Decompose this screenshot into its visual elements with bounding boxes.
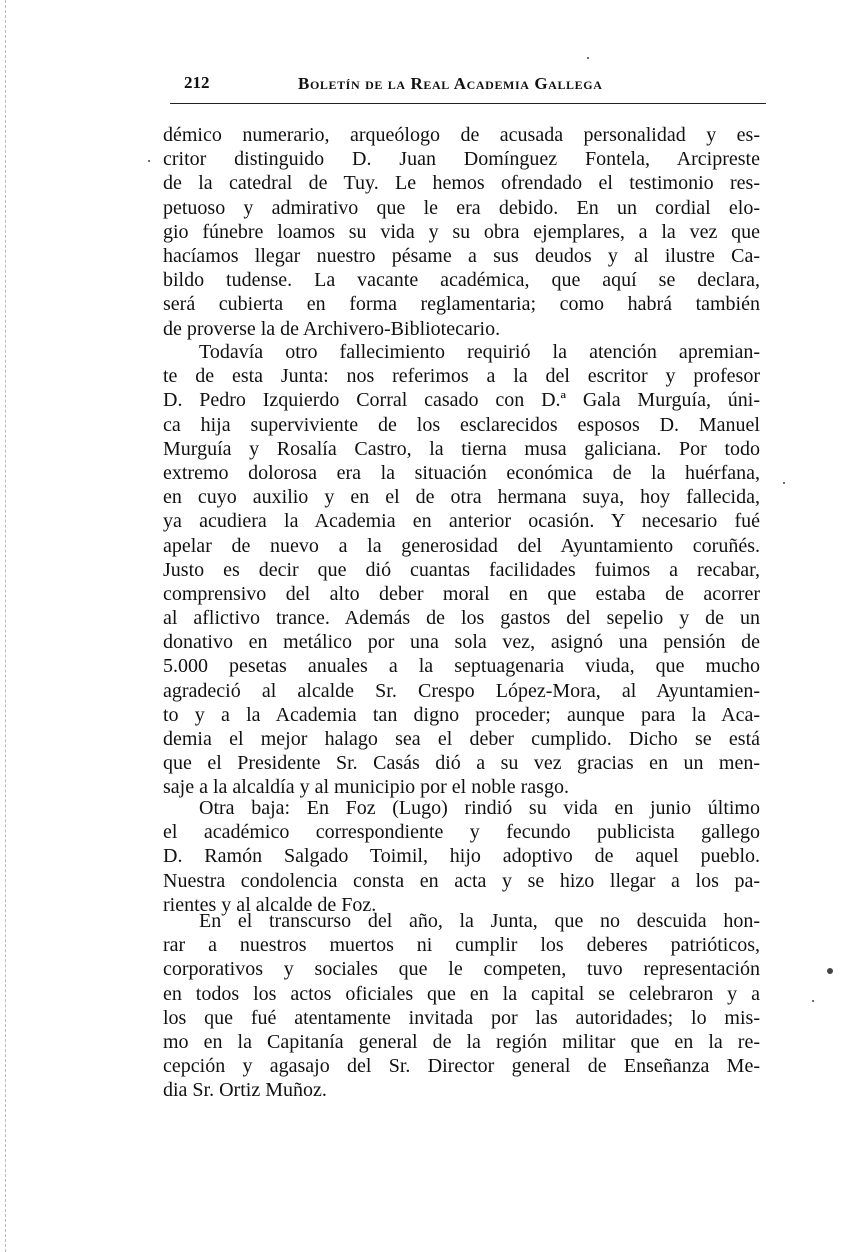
scan-speck — [587, 57, 589, 59]
paragraph-1 — [163, 123, 760, 341]
text-line: D. Ramón Salgado Toimil, hijo adoptivo de aquel pueblo. — [163, 845, 760, 868]
paragraph-3 — [163, 796, 760, 917]
text-line: corporativos y sociales que le competen, tuvo representación — [163, 958, 760, 981]
text-line: Nuestra condolencia consta en acta y se hizo llegar a los pa- — [163, 869, 760, 892]
scan-edge-line — [5, 0, 6, 1252]
text-line: de la catedral de Tuy. Le hemos ofrendado el testimonio res- — [163, 172, 760, 195]
text-line: critor distinguido D. Juan Domínguez Fontela, Arcipreste — [163, 148, 760, 171]
page-number: 212 — [184, 73, 210, 92]
text-line: en cuyo auxilio y en el de otra hermana suya, hoy fallecida, — [163, 486, 760, 509]
scan-speck — [148, 160, 150, 162]
text-line: gio fúnebre loamos su vida y su obra ejemplares, a la vez que — [163, 220, 760, 243]
text-line: al aflictivo trance. Además de los gastos del sepelio y de un — [163, 607, 760, 630]
text-line: Justo es decir que dió cuantas facilidades fuimos a recabar, — [163, 558, 760, 581]
text-line: extremo dolorosa era la situación económica de la huérfana, — [163, 461, 760, 484]
text-line: saje a la alcaldía y al municipio por el noble rasgo. — [163, 776, 569, 799]
text-line: Murguía y Rosalía Castro, la tierna musa galiciana. Por todo — [163, 437, 760, 460]
text-line: rientes y al alcalde de Foz. — [163, 893, 377, 916]
scan-speck — [827, 968, 833, 974]
text-line: hacíamos llegar nuestro pésame a sus deudos y al ilustre Ca- — [163, 244, 760, 267]
text-line: comprensivo del alto deber moral en que estaba de acorrer — [163, 582, 760, 605]
text-line: dia Sr. Ortiz Muñoz. — [163, 1079, 327, 1102]
text-line: que el Presidente Sr. Casás dió a su vez gracias en un men- — [163, 752, 760, 775]
text-line: cepción y agasajo del Sr. Director general de Enseñanza Me- — [163, 1055, 760, 1078]
text-line: 5.000 pesetas anuales a la septuagenaria viuda, que mucho — [163, 655, 760, 678]
text-line: será cubierta en forma reglamentaria; como habrá también — [163, 293, 760, 316]
text-line: agradeció al alcalde Sr. Crespo López-Mora, al Ayuntamien- — [163, 679, 760, 702]
text-line: los que fué atentamente invitada por las autoridades; lo mis- — [163, 1006, 760, 1029]
text-line: ca hija superviviente de los esclarecidos esposos D. Manuel — [163, 413, 760, 436]
paragraph-4 — [163, 909, 760, 1103]
text-line: donativo en metálico por una sola vez, asignó una pensión de — [163, 631, 760, 654]
paragraph-2 — [163, 340, 760, 800]
text-line: apelar de nuevo a la generosidad del Ayuntamiento coruñés. — [163, 534, 760, 557]
text-line: te de esta Junta: nos referimos a la del escritor y profesor — [163, 365, 760, 388]
text-line: En el transcurso del año, la Junta, que no descuida hon- — [199, 910, 760, 932]
text-line: rar a nuestros muertos ni cumplir los deberes patrióticos, — [163, 934, 760, 957]
text-line: petuoso y admirativo que le era debido. En un cordial elo- — [163, 196, 760, 219]
text-line: demia el mejor halago sea el deber cumplido. Dicho se está — [163, 728, 760, 750]
text-line: ya acudiera la Academia en anterior ocasión. Y necesario fué — [163, 510, 760, 533]
text-line: Todavía otro fallecimiento requirió la atención apremian- — [199, 341, 760, 363]
text-line: démico numerario, arqueólogo de acusada personalidad y es- — [163, 124, 760, 146]
text-line: to y a la Academia tan digno proceder; aunque para la Aca- — [163, 703, 760, 726]
running-head: Boletín de la Real Academia Gallega — [298, 74, 603, 93]
header-rule — [170, 103, 766, 104]
text-line: de proverse la de Archivero-Bibliotecario. — [163, 317, 501, 340]
scan-speck — [812, 1000, 814, 1002]
text-line: el académico correspondiente y fecundo publicista gallego — [163, 821, 760, 844]
text-line: Otra baja: En Foz (Lugo) rindió su vida en junio último — [199, 797, 760, 819]
scan-speck — [783, 482, 785, 484]
text-line: D. Pedro Izquierdo Corral casado con D.ª Gala Murguía, úni- — [163, 389, 760, 412]
text-line: bildo tudense. La vacante académica, que aquí se declara, — [163, 269, 760, 292]
text-line: en todos los actos oficiales que en la capital se celebraron y a — [163, 982, 760, 1005]
text-line: mo en la Capitanía general de la región militar que en la re- — [163, 1030, 760, 1053]
